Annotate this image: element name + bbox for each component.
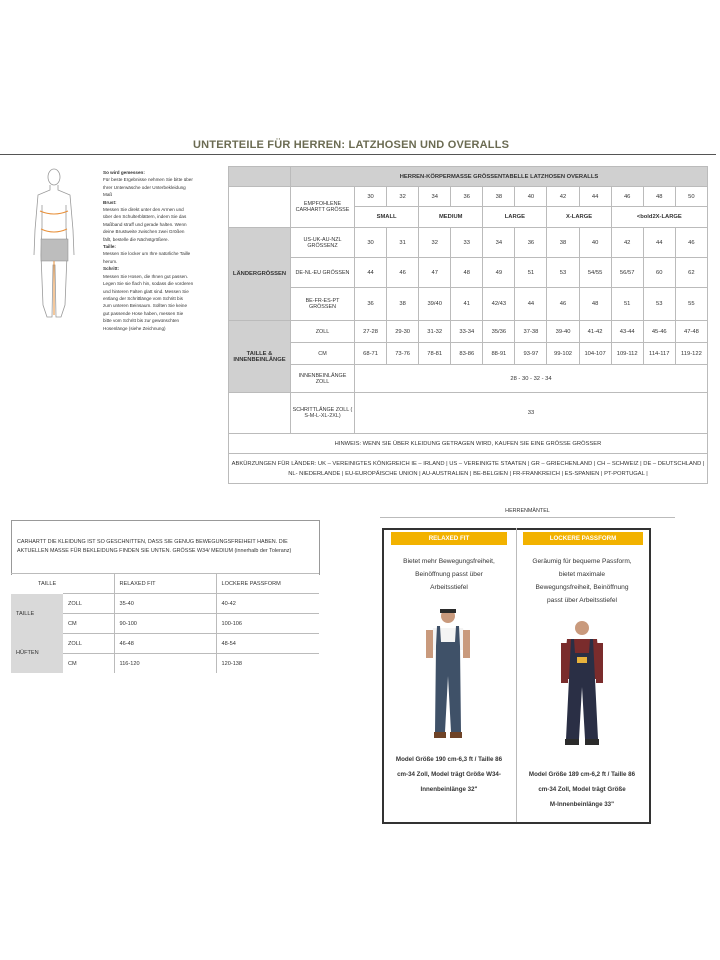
- loose-fit-model-image: [556, 619, 608, 749]
- chest-line: über den Schulterblättern, indem Sie das: [103, 214, 187, 220]
- fit-cell: 48-54: [216, 634, 319, 654]
- cell: 45-46: [643, 321, 675, 343]
- inseam-line: gut passende Hose haben, messen Sie: [103, 310, 184, 316]
- abbrev-line: ABKÜRZUNGEN FÜR LÄNDER: UK – VEREINIGTES KÖNIGREICH IE – IRLAND | US – VEREINIGTE STAATEN | GR – GRIECHENLAND | CH – SCHWEIZ | DE – DEUTSCHLAND |: [231, 460, 705, 467]
- page-title: UNTERTEILE FÜR HERREN: LATZHOSEN UND OVERALLS: [193, 139, 510, 151]
- row-label: BE-FR-ES-PT GRÖSSEN: [291, 288, 355, 321]
- cell: 43-44: [611, 321, 643, 343]
- body-measure-figure: [28, 165, 88, 325]
- fit-cell: 46-48: [114, 634, 216, 654]
- cell: 60: [643, 258, 675, 288]
- model-line: cm-34 Zoll, Model trägt Größe W34-: [397, 771, 501, 778]
- relaxed-fit-label: RELAXED FIT: [391, 532, 507, 545]
- cell: 41-42: [579, 321, 611, 343]
- cell: 56/57: [611, 258, 643, 288]
- inseam-line: Hosenlänge (siehe Zeichnung): [103, 325, 166, 331]
- row-label: CM: [291, 343, 355, 365]
- cell: 47: [419, 258, 451, 288]
- loose-fit-header: [523, 532, 643, 545]
- cell: 36: [355, 288, 387, 321]
- desc-line: Arbeitsstiefel: [430, 584, 468, 591]
- cell: 41: [451, 288, 483, 321]
- fit-cell: 116-120: [114, 654, 216, 674]
- cell: 78-81: [419, 343, 451, 365]
- recommended-size: 32: [387, 187, 419, 207]
- inseam-line: Legen Sie sie flach hin, sodass die vorderen: [103, 281, 194, 287]
- crotch-value: 33: [355, 393, 708, 434]
- coats-divider: [380, 517, 675, 518]
- cell: 99-102: [547, 343, 579, 365]
- cell: 114-117: [643, 343, 675, 365]
- table-note: HINWEIS: WENN SIE ÜBER KLEIDUNG GETRAGEN WIRD, KAUFEN SIE EINE GRÖSSE GRÖSSER: [229, 434, 708, 454]
- cell: 88-91: [483, 343, 515, 365]
- cell: 46: [675, 228, 707, 258]
- desc-line: passt über Arbeitsstiefel: [546, 597, 617, 604]
- intro-line: Für beste Ergebnisse nehmen Sie bitte über: [103, 177, 193, 183]
- cell: 68-71: [355, 343, 387, 365]
- cell: 32: [419, 228, 451, 258]
- desc-line: Beinöffnung passt über: [415, 571, 483, 578]
- abbreviations: [229, 454, 708, 484]
- relaxed-fit-model-info: [383, 752, 515, 797]
- model-line: cm-34 Zoll, Model trägt Größe: [538, 786, 626, 793]
- cell: 51: [611, 288, 643, 321]
- row-label: ZOLL: [291, 321, 355, 343]
- cell: 40: [579, 228, 611, 258]
- cell: 54/55: [579, 258, 611, 288]
- recommended-size: 46: [611, 187, 643, 207]
- cell: 119-122: [675, 343, 707, 365]
- recommended-size: 38: [483, 187, 515, 207]
- cell: 30: [355, 228, 387, 258]
- fit-cell: 100-106: [216, 614, 319, 634]
- abbrev-line: NL- NIEDERLANDE | EU-EUROPÄISCHE UNION | AU-AUSTRALIEN | BE-BELGIEN | FR-FRANKREICH | ES-SPANIEN | PT-PORTUGAL |: [288, 470, 648, 477]
- inseam-line: bitte vom Schritt bis zur gewünschten: [103, 318, 180, 324]
- recommended-size: 50: [675, 187, 707, 207]
- desc-line: Bewegungsfreiheit, Beinöffnung: [535, 584, 629, 591]
- cell: 33: [451, 228, 483, 258]
- coats-title: HERRENMÄNTEL: [505, 508, 550, 514]
- fit-cell: 90-100: [114, 614, 216, 634]
- fit-unit: CM: [63, 654, 114, 674]
- desc-line: Geräumig für bequeme Passform,: [532, 558, 632, 565]
- intro-title: So wird gemessen:: [103, 170, 145, 175]
- desc-line: bietet maximale: [558, 571, 606, 578]
- inseam-line: entlang der Schrittlänge vom Schritt bis: [103, 295, 183, 301]
- size-name: <bold2X-LARGE: [611, 207, 707, 228]
- waist-title: Taille:: [103, 244, 116, 250]
- intro-line: Maß: [103, 192, 113, 198]
- model-line: Innenbeinlänge 32": [420, 786, 478, 793]
- cell: 27-28: [355, 321, 387, 343]
- fit-unit: ZOLL: [63, 634, 114, 654]
- waist-line: herum.: [103, 258, 118, 264]
- cell: 109-112: [611, 343, 643, 365]
- fit-col-label: TAILLE: [11, 574, 114, 594]
- chest-line: Maßband straff und gerade halten. Wenn: [103, 221, 187, 227]
- cell: 39-40: [547, 321, 579, 343]
- size-table: [228, 166, 708, 484]
- fit-col-loose: LOCKERE PASSFORM: [216, 574, 319, 594]
- inseam-value: 28 - 30 - 32 - 34: [355, 365, 708, 393]
- relaxed-fit-header: [391, 532, 507, 545]
- cell: 48: [579, 288, 611, 321]
- size-name: X-LARGE: [547, 207, 611, 228]
- recommended-size: 40: [515, 187, 547, 207]
- loose-fit-model-info: [517, 767, 647, 812]
- cell: 104-107: [579, 343, 611, 365]
- inseam-title: Schritt:: [103, 266, 120, 272]
- chest-line: deine Brustweite zwischen zwei Größen: [103, 229, 185, 235]
- cell: 55: [675, 288, 707, 321]
- model-line: Model Größe 190 cm-6,3 ft / Taille 86: [395, 756, 503, 763]
- cell: 44: [515, 288, 547, 321]
- size-name: LARGE: [483, 207, 547, 228]
- size-name: MEDIUM: [419, 207, 483, 228]
- cell: 39/40: [419, 288, 451, 321]
- inseam-line: Messen Sie Hosen, die Ihnen gut passen.: [103, 273, 189, 279]
- chest-title: Brust:: [103, 199, 117, 205]
- table-header: HERREN-KÖRPERMASSE GRÖSSENTABELLE LATZHOSEN OVERALLS: [291, 167, 708, 187]
- fit-unit: ZOLL: [63, 594, 114, 614]
- row-label: INNENBEINLÄNGE ZOLL: [291, 365, 355, 393]
- chest-line: fällt, bestelle die Nächstgrößere.: [103, 236, 169, 242]
- inseam-line: zum unteren Beinsaum. Sollten Sie keine: [103, 303, 188, 309]
- recommended-size: 42: [547, 187, 579, 207]
- fit-table: [11, 573, 319, 673]
- cell: 62: [675, 258, 707, 288]
- cell: 53: [643, 288, 675, 321]
- cell: 29-30: [387, 321, 419, 343]
- recommended-size: 34: [419, 187, 451, 207]
- model-line: M-Innenbeinlänge 33": [549, 801, 615, 808]
- cell: 37-38: [515, 321, 547, 343]
- fit-intro: CARHARTT DIE KLEIDUNG IST SO GESCHNITTEN, DASS SIE GENUG BEWEGUNGSFREIHEIT HABEN. DIE AKTUELLEN MASSE FÜR BEKLEIDUNG FINDEN SIE UNTEN. GRÖSSE W34/ MEDIUM (innerhalb der Toleranz): [17, 539, 292, 554]
- loose-fit-label: LOCKERE PASSFORM: [523, 532, 643, 545]
- cell: 42: [611, 228, 643, 258]
- cell: 48: [451, 258, 483, 288]
- loose-fit-desc: [517, 555, 647, 607]
- cell: 47-48: [675, 321, 707, 343]
- recommended-size: 44: [579, 187, 611, 207]
- waist-line: Messen Sie locker um Ihre natürliche Taille: [103, 251, 191, 257]
- hip-label: HÜFTEN: [11, 634, 63, 674]
- intro-line: Ihrer Unterwäsche oder Unterbekleidung: [103, 184, 186, 190]
- cell: 83-86: [451, 343, 483, 365]
- fit-unit: CM: [63, 614, 114, 634]
- cell: 93-97: [515, 343, 547, 365]
- row-label: DE-NL-EU GRÖSSEN: [291, 258, 355, 288]
- cell: 49: [483, 258, 515, 288]
- fit-cell: 40-42: [216, 594, 319, 614]
- relaxed-fit-desc: [383, 555, 515, 594]
- cell: 38: [547, 228, 579, 258]
- chest-line: Messen Sie direkt unter den Armen und: [103, 207, 184, 213]
- cell: 42/43: [483, 288, 515, 321]
- recommended-size: 36: [451, 187, 483, 207]
- desc-line: Bietet mehr Bewegungsfreiheit,: [403, 558, 495, 565]
- country-group-label: LÄNDERGRÖSSEN: [229, 228, 291, 321]
- row-label: US-UK-AU-NZL GRÖSSENZ: [291, 228, 355, 258]
- recommended-label: EMPFOHLENE CARHARTT GRÖSSE: [291, 187, 355, 228]
- cell: 53: [547, 258, 579, 288]
- empty-cell: [229, 187, 291, 228]
- fit-cell: 120-138: [216, 654, 319, 674]
- recommended-size: 48: [643, 187, 675, 207]
- cell: 46: [547, 288, 579, 321]
- recommended-size: 30: [355, 187, 387, 207]
- row-label: SCHRITTLÄNGE ZOLL ( S-M-L-XL-2XL): [291, 393, 355, 434]
- cell: 44: [643, 228, 675, 258]
- cell: 35/36: [483, 321, 515, 343]
- waist-label: TAILLE: [11, 594, 63, 634]
- inseam-line: und hinteren Falten glatt sind. Messen Sie: [103, 288, 189, 294]
- model-line: Model Größe 189 cm-6,2 ft / Taille 86: [528, 771, 636, 778]
- size-name: SMALL: [355, 207, 419, 228]
- relaxed-fit-model-image: [420, 606, 476, 744]
- cell: 38: [387, 288, 419, 321]
- cell: 31: [387, 228, 419, 258]
- cell: 46: [387, 258, 419, 288]
- title-divider: [0, 154, 716, 155]
- cell: 31-32: [419, 321, 451, 343]
- cell: 73-76: [387, 343, 419, 365]
- table-corner: [229, 167, 291, 187]
- empty-cell: [229, 393, 291, 434]
- waist-group-label: TAILLE & INNENBEINLÄNGE: [229, 321, 291, 393]
- cell: 44: [355, 258, 387, 288]
- measure-instructions: [103, 169, 215, 332]
- cell: 33-34: [451, 321, 483, 343]
- fit-cell: 35-40: [114, 594, 216, 614]
- cell: 36: [515, 228, 547, 258]
- fit-col-relaxed: RELAXED FIT: [114, 574, 216, 594]
- cell: 51: [515, 258, 547, 288]
- cell: 34: [483, 228, 515, 258]
